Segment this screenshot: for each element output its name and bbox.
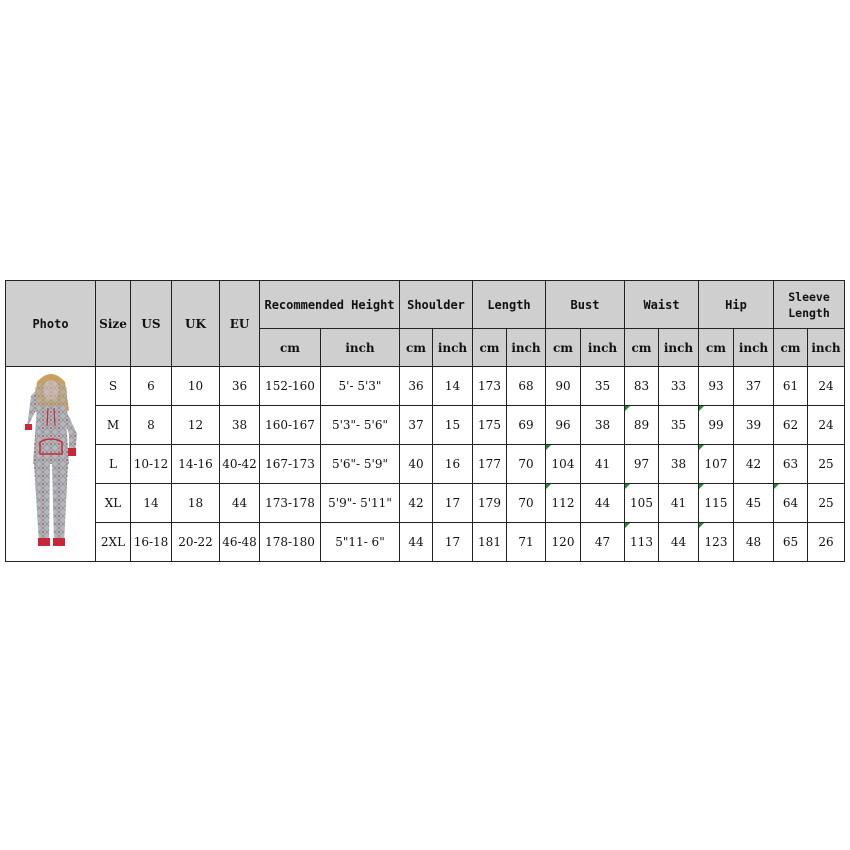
- length-header: Length: [473, 281, 546, 329]
- photo-header: Photo: [6, 281, 96, 367]
- us-cell: 16-18: [131, 523, 172, 562]
- shoulder-cm-cell: 36: [400, 367, 433, 406]
- height-inch-cell: 5'6"- 5'9": [321, 445, 400, 484]
- hip-cm-cell: 115: [699, 484, 734, 523]
- us-cell: 8: [131, 406, 172, 445]
- bust-cm-cell: 120: [546, 523, 581, 562]
- table-row: [6, 367, 845, 406]
- bust-cm-cell: 112: [546, 484, 581, 523]
- hip-cm-cell: 123: [699, 523, 734, 562]
- bust-cm-cell: 104: [546, 445, 581, 484]
- unit-inch-header: inch: [321, 329, 400, 367]
- us-cell: 10-12: [131, 445, 172, 484]
- length-inch-cell: 70: [507, 484, 546, 523]
- sleeve-inch-cell: 25: [808, 484, 845, 523]
- bust-inch-cell: 41: [581, 445, 625, 484]
- header-row: [6, 281, 845, 329]
- eu-cell: 40-42: [220, 445, 260, 484]
- hip-cm-cell: 99: [699, 406, 734, 445]
- waist-inch-cell: 44: [659, 523, 699, 562]
- length-inch-cell: 71: [507, 523, 546, 562]
- shoulder-cm-cell: 42: [400, 484, 433, 523]
- uk-cell: 20-22: [172, 523, 220, 562]
- shoulder-inch-cell: 17: [433, 484, 473, 523]
- shoulder-inch-cell: 15: [433, 406, 473, 445]
- length-cm-cell: 179: [473, 484, 507, 523]
- unit-inch-header: inch: [734, 329, 774, 367]
- sleeve-cm-cell: 62: [774, 406, 808, 445]
- unit-cm-header: cm: [546, 329, 581, 367]
- length-inch-cell: 68: [507, 367, 546, 406]
- height-inch-cell: 5'- 5'3": [321, 367, 400, 406]
- table-row: [6, 523, 845, 562]
- unit-inch-header: inch: [659, 329, 699, 367]
- bust-header: Bust: [546, 281, 625, 329]
- shoulder-inch-cell: 17: [433, 523, 473, 562]
- size-cell: M: [96, 406, 131, 445]
- sleeve-inch-cell: 24: [808, 367, 845, 406]
- shoulder-cm-cell: 44: [400, 523, 433, 562]
- uk-cell: 18: [172, 484, 220, 523]
- model-photo-image: [7, 368, 95, 558]
- hip-header: Hip: [699, 281, 774, 329]
- us-header: US: [131, 281, 172, 367]
- table-row: [6, 445, 845, 484]
- eu-cell: 38: [220, 406, 260, 445]
- size-header: Size: [96, 281, 131, 367]
- us-cell: 14: [131, 484, 172, 523]
- length-cm-cell: 181: [473, 523, 507, 562]
- height-cm-cell: 167-173: [260, 445, 321, 484]
- uk-cell: 10: [172, 367, 220, 406]
- us-cell: 6: [131, 367, 172, 406]
- waist-inch-cell: 33: [659, 367, 699, 406]
- bust-inch-cell: 44: [581, 484, 625, 523]
- sleeve-cm-cell: 64: [774, 484, 808, 523]
- hip-inch-cell: 37: [734, 367, 774, 406]
- bust-inch-cell: 38: [581, 406, 625, 445]
- hip-inch-cell: 45: [734, 484, 774, 523]
- height-cm-cell: 152-160: [260, 367, 321, 406]
- bust-inch-cell: 47: [581, 523, 625, 562]
- eu-cell: 46-48: [220, 523, 260, 562]
- hip-cm-cell: 107: [699, 445, 734, 484]
- length-inch-cell: 69: [507, 406, 546, 445]
- unit-cm-header: cm: [400, 329, 433, 367]
- shoulder-inch-cell: 14: [433, 367, 473, 406]
- unit-inch-header: inch: [507, 329, 546, 367]
- length-cm-cell: 175: [473, 406, 507, 445]
- uk-cell: 12: [172, 406, 220, 445]
- waist-inch-cell: 41: [659, 484, 699, 523]
- eu-header: EU: [220, 281, 260, 367]
- size-cell: XL: [96, 484, 131, 523]
- shoulder-header: Shoulder: [400, 281, 473, 329]
- length-inch-cell: 70: [507, 445, 546, 484]
- eu-cell: 44: [220, 484, 260, 523]
- bust-cm-cell: 90: [546, 367, 581, 406]
- hip-inch-cell: 39: [734, 406, 774, 445]
- sleeve-cm-cell: 65: [774, 523, 808, 562]
- height-inch-cell: 5"11- 6": [321, 523, 400, 562]
- recommended-height-header: Recommended Height: [260, 281, 400, 329]
- sleeve-cm-cell: 61: [774, 367, 808, 406]
- waist-cm-cell: 97: [625, 445, 659, 484]
- height-inch-cell: 5'3"- 5'6": [321, 406, 400, 445]
- uk-cell: 14-16: [172, 445, 220, 484]
- height-cm-cell: 173-178: [260, 484, 321, 523]
- unit-cm-header: cm: [260, 329, 321, 367]
- unit-cm-header: cm: [473, 329, 507, 367]
- unit-inch-header: inch: [433, 329, 473, 367]
- waist-inch-cell: 35: [659, 406, 699, 445]
- unit-inch-header: inch: [808, 329, 845, 367]
- height-inch-cell: 5'9"- 5'11": [321, 484, 400, 523]
- waist-cm-cell: 113: [625, 523, 659, 562]
- size-cell: S: [96, 367, 131, 406]
- eu-cell: 36: [220, 367, 260, 406]
- height-cm-cell: 160-167: [260, 406, 321, 445]
- sleeve-cm-cell: 63: [774, 445, 808, 484]
- unit-cm-header: cm: [774, 329, 808, 367]
- height-cm-cell: 178-180: [260, 523, 321, 562]
- size-cell: L: [96, 445, 131, 484]
- waist-cm-cell: 89: [625, 406, 659, 445]
- waist-cm-cell: 105: [625, 484, 659, 523]
- table-row: [6, 484, 845, 523]
- waist-cm-cell: 83: [625, 367, 659, 406]
- bust-cm-cell: 96: [546, 406, 581, 445]
- size-cell: 2XL: [96, 523, 131, 562]
- waist-header: Waist: [625, 281, 699, 329]
- size-chart-table: [5, 280, 845, 562]
- shoulder-cm-cell: 37: [400, 406, 433, 445]
- hip-inch-cell: 48: [734, 523, 774, 562]
- unit-cm-header: cm: [699, 329, 734, 367]
- unit-cm-header: cm: [625, 329, 659, 367]
- sleeve-inch-cell: 24: [808, 406, 845, 445]
- shoulder-cm-cell: 40: [400, 445, 433, 484]
- bust-inch-cell: 35: [581, 367, 625, 406]
- model-photo: [6, 367, 96, 562]
- unit-inch-header: inch: [581, 329, 625, 367]
- shoulder-inch-cell: 16: [433, 445, 473, 484]
- sleeve-inch-cell: 25: [808, 445, 845, 484]
- length-cm-cell: 173: [473, 367, 507, 406]
- waist-inch-cell: 38: [659, 445, 699, 484]
- hip-cm-cell: 93: [699, 367, 734, 406]
- hip-inch-cell: 42: [734, 445, 774, 484]
- length-cm-cell: 177: [473, 445, 507, 484]
- table-row: [6, 406, 845, 445]
- uk-header: UK: [172, 281, 220, 367]
- sleeve-length-header: Sleeve Length: [774, 281, 845, 329]
- sleeve-inch-cell: 26: [808, 523, 845, 562]
